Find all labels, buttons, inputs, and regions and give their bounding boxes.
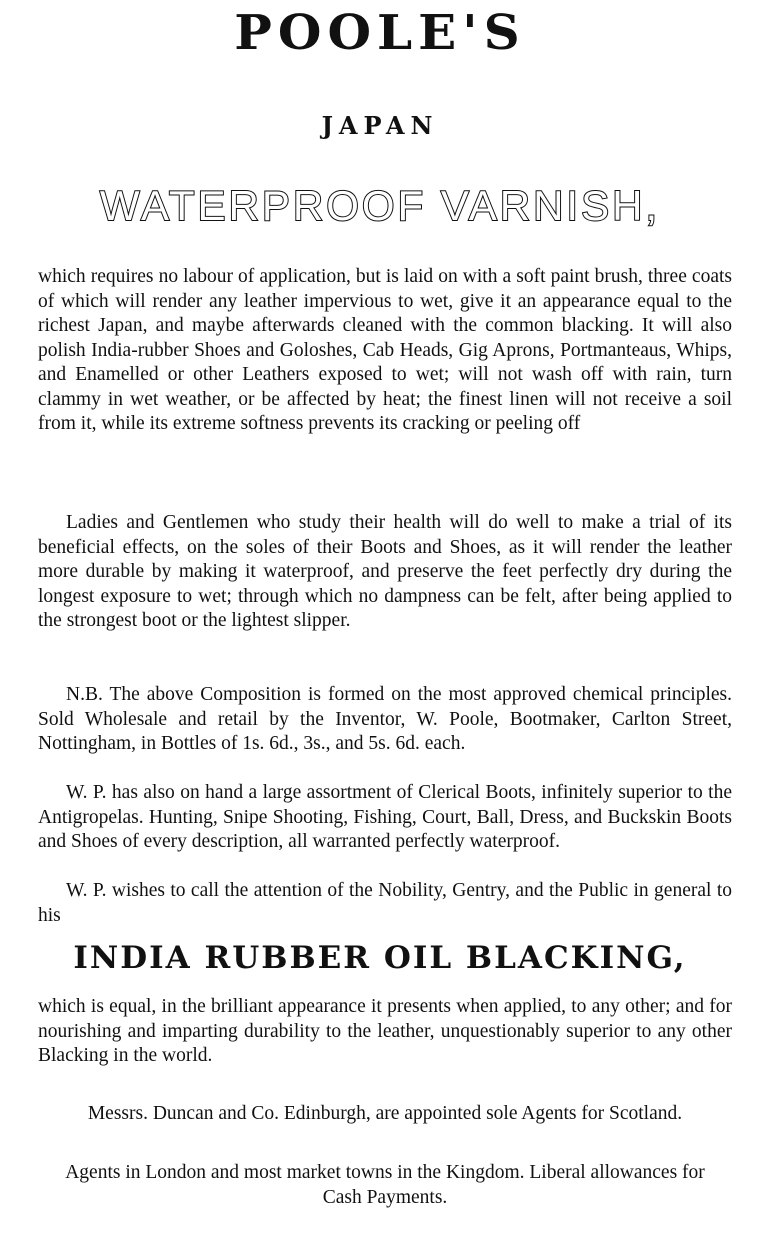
paragraph-blacking: which is equal, in the brilliant appearance it presents when applied, to any other; and for nourishing and imparting durability to the leather, unquestionably superior to any other Blacking in the world. [38, 996, 732, 1066]
advert-subtitle: JAPAN [321, 111, 439, 140]
paragraph-health: Ladies and Gentlemen who study their health will do well to make a trial of its beneficial effects, on the soles of their Boots and Shoes, as it will render the leather more durable by making it waterproof, and preserve the feet perfectly dry during the longest exposure to wet; through which no dampness can be felt, after being applied to the strongest boot or the lightest slipper. [38, 512, 732, 631]
paragraph-attention: W. P. wishes to call the attention of the Nobility, Gentry, and the Public in general to his [38, 880, 732, 926]
product-heading: WATERPROOF VARNISH, [99, 182, 661, 229]
paragraph-nb: N.B. The above Composition is formed on the most approved chemical principles. Sold Wholesale and retail by the Inventor, W. Poole, Bootmaker, Carlton Street, Nottingham, in Bottles of 1s. 6d., 3s., and 5s. 6d. each. [38, 684, 732, 754]
paragraph-agents-london: Agents in London and most market towns in the Kingdom. Liberal allowances for Cash Payments. [65, 1162, 705, 1208]
advert-title: POOLE'S [234, 4, 526, 61]
blacking-heading: INDIA RUBBER OIL BLACKING, [73, 940, 687, 976]
paragraph-agents-scotland: Messrs. Duncan and Co. Edinburgh, are appointed sole Agents for Scotland. [87, 1103, 683, 1124]
paragraph-boots: W. P. has also on hand a large assortment of Clerical Boots, infinitely superior to the Antigropelas. Hunting, Snipe Shooting, Fishing, Court, Ball, Dress, and Buckskin Boots and Shoes of every description, all warranted perfectly waterproof. [38, 782, 732, 852]
paragraph-description: which requires no labour of application, but is laid on with a soft paint brush, three coats of which will render any leather impervious to wet, give it an appearance equal to the richest Japan, and maybe afterwards cleaned with the common blacking. It will also polish India-rubber Shoes and Goloshes, Cab Heads, Gig Aprons, Portmanteaus, Whips, and Enamelled or other Leathers exposed to wet; will not wash off with rain, turn clammy in wet weather, or be affected by heat; the finest linen will not receive a soil from it, while its extreme softness prevents its cracking or peeling off [38, 266, 732, 434]
